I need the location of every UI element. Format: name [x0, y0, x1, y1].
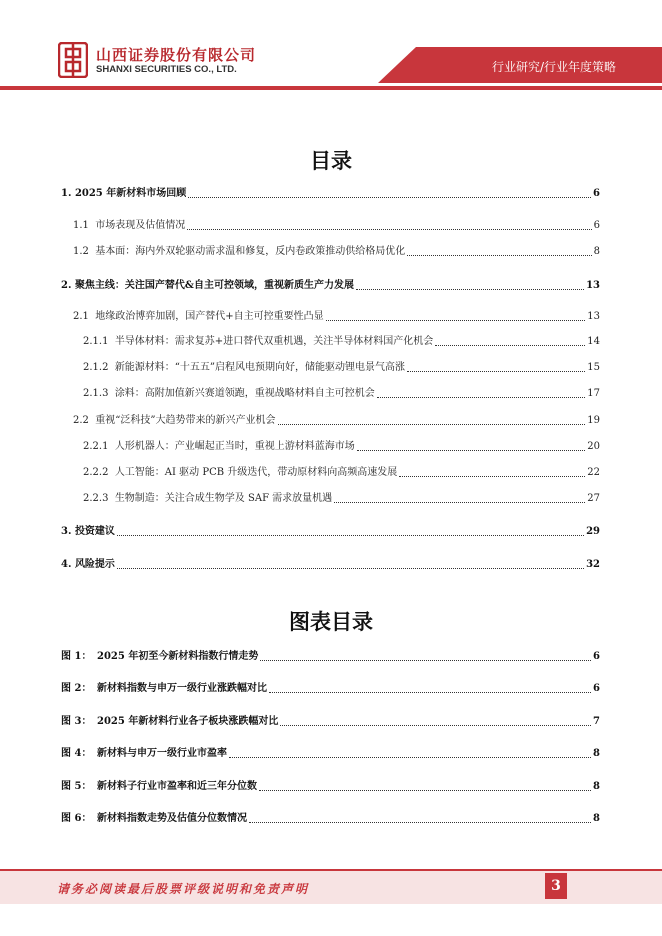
figure-entry-text: 新材料与申万一级行业市盈率 [97, 748, 227, 759]
toc-entry-text: 基本面：海内外双轮驱动需求温和修复，反内卷政策推动供给格局优化 [95, 246, 406, 257]
dot-leader [407, 255, 591, 256]
toc-title: 目录 [310, 149, 352, 173]
figure-entry-text: 2025 年新材料行业各子板块涨跌幅对比 [97, 716, 279, 727]
report-type-label: 行业研究/行业年度策略 [491, 60, 616, 74]
toc-entry-page: 15 [587, 362, 600, 373]
figure-entry-number: 图 6： [61, 813, 92, 824]
toc-entry[interactable] [73, 412, 600, 428]
figure-entry-page: 8 [593, 781, 600, 792]
figure-entry-page: 8 [593, 813, 600, 824]
figure-entry[interactable] [61, 713, 600, 729]
figure-entry-number: 图 3： [61, 716, 92, 727]
toc-entry-text: 2025 年新材料市场回顾 [74, 188, 187, 199]
figure-entry-text: 新材料指数与申万一级行业涨跌幅对比 [97, 683, 267, 694]
toc-entry-text: 人工智能：AI 驱动 PCB 升级迭代，带动原材料向高频高速发展 [114, 467, 398, 478]
toc-entry[interactable] [73, 217, 600, 233]
figure-entry[interactable] [61, 810, 600, 826]
toc-entry-page: 6 [593, 220, 600, 231]
dot-leader [249, 822, 591, 823]
dot-leader [269, 692, 591, 693]
dot-leader [117, 535, 584, 536]
figure-entry-number: 图 2： [61, 683, 92, 694]
toc-entry-text: 风险提示 [74, 559, 115, 570]
toc-entry-text: 市场表现及估值情况 [95, 220, 186, 231]
toc-entry-text: 投资建议 [74, 526, 115, 537]
dot-leader [259, 790, 591, 791]
toc-entry[interactable] [61, 277, 600, 293]
disclaimer-notice: 请务必阅读最后股票评级说明和免责声明 [57, 882, 310, 896]
figure-entry-page: 7 [593, 716, 600, 727]
dot-leader [117, 568, 584, 569]
figure-entry-page: 6 [593, 683, 600, 694]
dot-leader [278, 424, 586, 425]
toc-entry-text: 重视“泛科技”大趋势带来的新兴产业机会 [95, 415, 276, 426]
dot-leader [260, 660, 591, 661]
figure-entry-text: 新材料子行业市盈率和近三年分位数 [97, 781, 257, 792]
toc-entry-page: 32 [586, 559, 600, 570]
figure-entry-number: 图 1： [61, 651, 92, 662]
page-number: 3 [545, 873, 567, 899]
toc-entry[interactable] [83, 490, 600, 506]
toc-entry-number: 4. [61, 559, 72, 570]
dot-leader [377, 397, 585, 398]
toc-entry-page: 14 [587, 336, 600, 347]
dot-leader [399, 476, 585, 477]
figure-entry-number: 图 5： [61, 781, 92, 792]
figure-entry[interactable] [61, 648, 600, 664]
toc-entry-page: 27 [587, 493, 600, 504]
toc-entry-page: 20 [587, 441, 600, 452]
figure-entry[interactable] [61, 745, 600, 761]
toc-entry-number: 2.2.1 [83, 441, 109, 452]
dot-leader [334, 502, 585, 503]
toc-entry-page: 17 [587, 388, 600, 399]
dot-leader [187, 229, 591, 230]
figure-entry[interactable] [61, 778, 600, 794]
toc-entry-number: 2.2.2 [83, 467, 109, 478]
dot-leader [229, 757, 591, 758]
toc-entry[interactable] [61, 185, 600, 201]
toc-entry-text: 涂料：高附加值新兴赛道领跑，重视战略材料自主可控机会 [114, 388, 375, 399]
toc-entry-number: 2.2 [73, 415, 89, 426]
toc-entry[interactable] [83, 359, 600, 375]
company-name-cn: 山西证券股份有限公司 [96, 46, 257, 64]
dot-leader [280, 725, 591, 726]
toc-entry[interactable] [83, 464, 600, 480]
figure-entry-text: 2025 年初至今新材料指数行情走势 [97, 651, 259, 662]
toc-entry-text: 地缘政治博弈加剧，国产替代+自主可控重要性凸显 [95, 311, 324, 322]
toc-entry-number: 2.1.2 [83, 362, 109, 373]
page-header [0, 0, 662, 90]
toc-entry-page: 13 [587, 311, 600, 322]
toc-entry-number: 3. [61, 526, 72, 537]
figure-entry-page: 8 [593, 748, 600, 759]
dot-leader [435, 345, 585, 346]
dot-leader [326, 320, 586, 321]
figure-entry[interactable] [61, 680, 600, 696]
toc-entry[interactable] [83, 385, 600, 401]
toc-entry-text: 生物制造：关注合成生物学及 SAF 需求放量机遇 [114, 493, 333, 504]
figure-index-title: 图表目录 [289, 610, 373, 634]
toc-entry-number: 1.1 [73, 220, 89, 231]
toc-entry[interactable] [61, 556, 600, 572]
dot-leader [357, 450, 585, 451]
header-divider [0, 86, 662, 90]
toc-entry-page: 29 [586, 526, 600, 537]
toc-entry-page: 22 [587, 467, 600, 478]
toc-entry[interactable] [83, 333, 600, 349]
toc-entry-text: 人形机器人：产业崛起正当时，重视上游材料蓝海市场 [114, 441, 355, 452]
toc-entry-number: 2.1.3 [83, 388, 109, 399]
toc-entry-text: 聚焦主线：关注国产替代&自主可控领域，重视新质生产力发展 [74, 280, 354, 291]
toc-entry-page: 19 [587, 415, 600, 426]
dot-leader [407, 371, 585, 372]
toc-entry[interactable] [73, 243, 600, 259]
toc-entry-number: 2. [61, 280, 72, 291]
toc-entry-text: 半导体材料：需求复苏+进口替代双重机遇，关注半导体材料国产化机会 [114, 336, 434, 347]
figure-entry-number: 图 4： [61, 748, 92, 759]
toc-entry[interactable] [83, 438, 600, 454]
toc-entry-page: 6 [593, 188, 600, 199]
figure-entry-page: 6 [593, 651, 600, 662]
toc-entry-text: 新能源材料：“十五五”启程风电预期向好，储能驱动锂电景气高涨 [114, 362, 406, 373]
toc-entry-page: 13 [586, 280, 600, 291]
toc-entry-number: 1. [61, 188, 72, 199]
dot-leader [356, 289, 584, 290]
company-logo-icon [58, 42, 88, 78]
toc-entry-number: 2.1 [73, 311, 89, 322]
toc-entry-page: 8 [593, 246, 600, 257]
toc-entry-number: 2.2.3 [83, 493, 109, 504]
dot-leader [188, 197, 591, 198]
toc-entry-number: 2.1.1 [83, 336, 109, 347]
company-name-en: SHANXI SECURITIES CO., LTD. [96, 64, 237, 75]
toc-entry[interactable] [61, 523, 600, 539]
figure-entry-text: 新材料指数走势及估值分位数情况 [97, 813, 247, 824]
toc-entry[interactable] [73, 308, 600, 324]
toc-entry-number: 1.2 [73, 246, 89, 257]
